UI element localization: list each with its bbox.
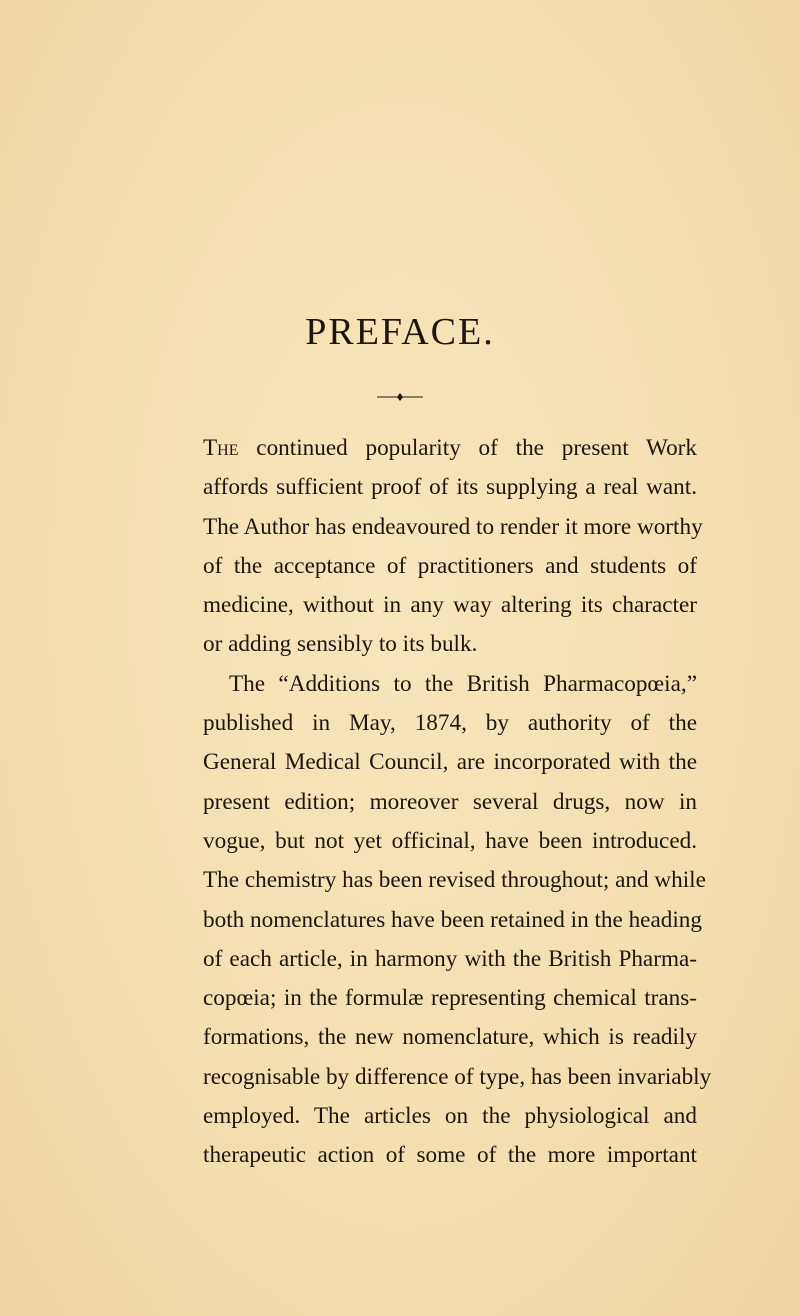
body-line-7: The “Additions to the British Pharmacopœia,” (229, 670, 697, 697)
body-line-1: The continued popularity of the present Work (203, 435, 697, 461)
body-line-8: published in May, 1874, by authority of the (203, 710, 697, 737)
body-line-4: of the acceptance of practitioners and students of (203, 552, 697, 579)
body-line-3: The Author has endeavoured to render it more worthy (203, 513, 703, 540)
body-line-16: formations, the new nomenclature, which is readily (203, 1024, 697, 1051)
body-line-2: affords sufficient proof of its supplying a real want. (203, 474, 697, 501)
preface-body (203, 429, 712, 1176)
body-line-6: or adding sensibly to its bulk. (203, 631, 478, 658)
ornament-divider-icon (376, 393, 424, 401)
body-line-12: The chemistry has been revised throughout; and while (203, 867, 706, 894)
body-line-13: both nomenclatures have been retained in the heading (203, 906, 702, 933)
body-line-17: recognisable by difference of type, has been invariably (203, 1063, 712, 1090)
body-line-5: medicine, without in any way altering its character (203, 592, 697, 619)
body-line-9: General Medical Council, are incorporated with the (203, 749, 697, 776)
body-line-11: vogue, but not yet officinal, have been introduced. (203, 827, 697, 854)
body-line-14: of each article, in harmony with the British Pharma- (203, 945, 697, 972)
body-line-18: employed. The articles on the physiological and (203, 1103, 697, 1130)
lead-word: The (203, 435, 239, 461)
page-title: PREFACE. (305, 311, 495, 353)
body-line-10: present edition; moreover several drugs, now in (203, 788, 697, 815)
body-line-15: copœia; in the formulæ representing chemical trans- (203, 985, 697, 1012)
body-line-19: therapeutic action of some of the more important (203, 1142, 697, 1169)
